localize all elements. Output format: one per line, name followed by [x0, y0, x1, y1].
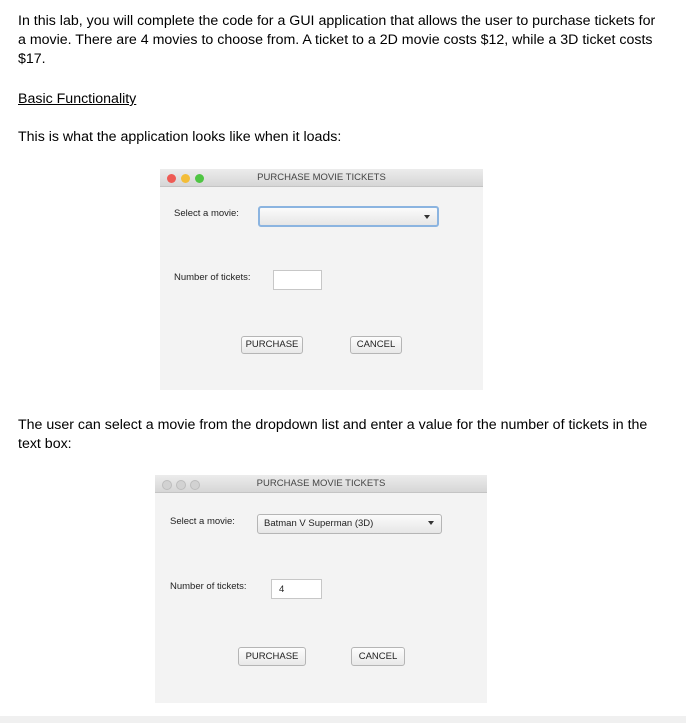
movie-label: Select a movie:	[170, 516, 235, 527]
cancel-button[interactable]: CANCEL	[350, 336, 402, 354]
chevron-down-icon	[428, 521, 434, 525]
window-title: PURCHASE MOVIE TICKETS	[257, 172, 386, 183]
movie-select-value: Batman V Superman (3D)	[264, 518, 374, 529]
title-bar	[160, 169, 483, 187]
purchase-button[interactable]: PURCHASE	[241, 336, 303, 354]
title-bar	[155, 475, 487, 493]
tickets-input[interactable]	[271, 579, 322, 599]
tickets-label: Number of tickets:	[170, 581, 247, 592]
page-bottom-edge	[0, 716, 686, 723]
app-window-filled	[155, 475, 487, 703]
section-heading: Basic Functionality	[18, 91, 137, 107]
tickets-label: Number of tickets:	[174, 272, 251, 283]
intro-paragraph: In this lab, you will complete the code for a GUI application that allows the user to purchase tickets for a movie. There are 4 movies to choose from. A ticket to a 2D movie costs $12, while a 3D ticket costs $17.	[18, 13, 656, 67]
movie-label: Select a movie:	[174, 208, 239, 219]
tickets-input[interactable]	[273, 270, 322, 290]
select-paragraph: The user can select a movie from the dropdown list and enter a value for the number of tickets in the text box:	[18, 417, 648, 452]
movie-select[interactable]	[257, 514, 442, 534]
chevron-down-icon	[424, 215, 430, 219]
window-title: PURCHASE MOVIE TICKETS	[256, 478, 386, 489]
cancel-button[interactable]: CANCEL	[351, 647, 405, 666]
movie-select[interactable]	[258, 206, 439, 227]
purchase-button[interactable]: PURCHASE	[238, 647, 306, 666]
loads-paragraph: This is what the application looks like when it loads:	[18, 129, 342, 145]
tickets-input-value: 4	[279, 584, 285, 595]
app-window-initial	[160, 169, 483, 390]
